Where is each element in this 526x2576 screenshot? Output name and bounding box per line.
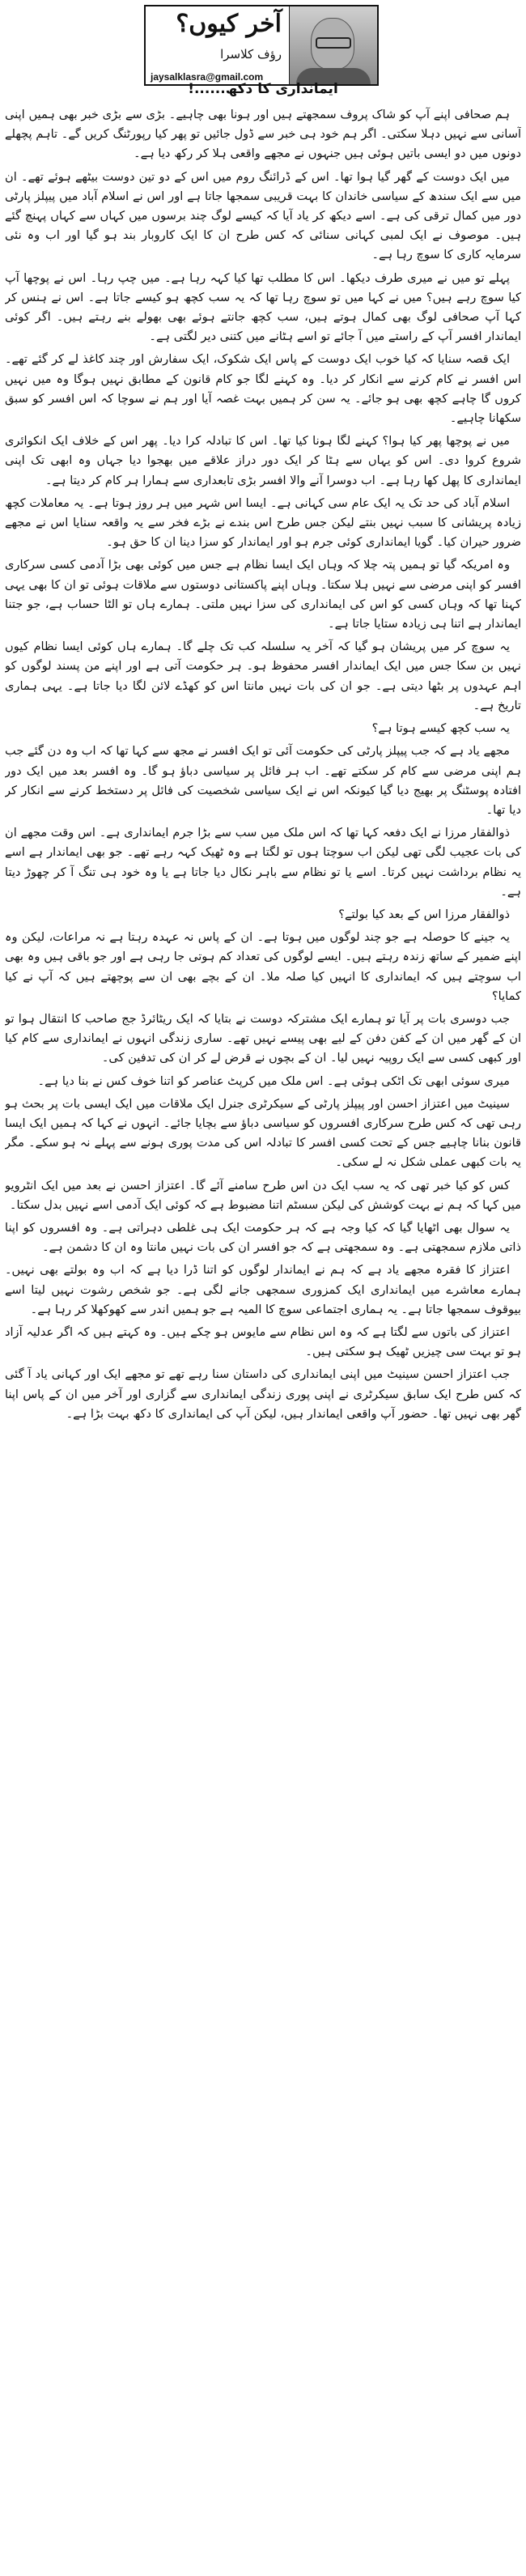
article-paragraph: ذوالفقار مرزا اس کے بعد کیا بولتے؟	[338, 907, 510, 921]
article-paragraph: مجھے یاد ہے کہ جب پیپلز پارٹی کی حکومت آئی تو ایک افسر نے مجھ سے کہا تھا کہ اب وہ دن گئے جب ہم اپنی مرضی سے کام کر سکتے تھے۔ اب ہر فائل پر سیاسی دباؤ ہو گا۔ وہ افسر بعد میں ایک دور افتادہ پوسٹنگ پر بھیج دیا گیا کیونکہ اس نے ایک سیاسی شخصیت کی فائل پر دستخط کرنے سے انکار کر دیا تھا۔	[5, 744, 521, 817]
article-paragraph: پہلے تو میں نے میری طرف دیکھا۔ اس کا مطلب تھا کیا کہہ رہا ہے۔ میں چپ رہا۔ اس نے پوچھا آپ کیا سوچ رہے ہیں؟ میں نے کہا میں تو سوچ رہا تھا کہ یہ سب کچھ ہو کیسے جاتا ہے۔ اس نے ہنس کر کہا آپ صحافی لوگ بھی کمال ہوتے ہیں، سب کچھ جانتے ہوئے بھی بھولے بنے رہتے ہیں۔ اگر کوئی ایماندار افسر آپ کے راستے میں آ جائے تو اسے ہٹانے میں کتنی دیر لگتی ہے۔	[5, 270, 521, 344]
author-photo	[289, 6, 377, 84]
article-paragraph: یہ جینے کا حوصلہ ہے جو چند لوگوں میں ہوتا ہے۔ ان کے پاس نہ عہدہ رہتا ہے نہ مراعات، لیکن وہ اپنے ضمیر کے ساتھ زندہ رہتے ہیں۔ ایسے لوگوں کی تعداد کم ہوتی جا رہی ہے اور جو باقی ہیں وہ بھی اب سوچتے ہیں کہ ایمانداری کا انہیں کیا صلہ ملا۔ ان کے بچے بھی ان سے پوچھتے ہیں کہ آپ نے کیا کمایا؟	[5, 930, 521, 1003]
article-paragraph: جب اعتزاز احسن سینیٹ میں اپنی ایمانداری کی داستان سنا رہے تھے تو مجھے ایک اور کہانی یاد آ گئی کہ کس طرح ایک سابق سیکرٹری نے اپنی پوری زندگی ایمانداری سے گزاری اور آخر میں ان کے پاس اپنا گھر بھی نہیں تھا۔ حضور آپ واقعی ایماندار ہیں، لیکن آپ کی ایمانداری کا دکھ بہت بڑا ہے۔	[5, 1367, 521, 1421]
article-paragraph: میری سوئی ابھی تک اٹکی ہوئی ہے۔ اس ملک میں کرپٹ عناصر کو اتنا خوف کس نے بنا دیا ہے۔	[37, 1073, 510, 1088]
article-paragraph: میں نے پوچھا پھر کیا ہوا؟ کہنے لگا ہونا کیا تھا۔ اس کا تبادلہ کرا دیا۔ پھر اس کے خلاف ایک انکوائری شروع کروا دی۔ اس کو یہاں سے ہٹا کر ایک دور دراز علاقے میں بھجوا دیا جہاں وہ ابھی تک اپنی ایمانداری کا پھل کھا رہا ہے۔ اب دوسرا آنے والا افسر بڑی تابعداری سے ہمارا ہر کام کر دیتا ہے۔	[5, 434, 521, 487]
article-paragraph: کس کو کیا خبر تھی کہ یہ سب ایک دن اس طرح سامنے آئے گا۔ اعتزاز احسن نے بعد میں ایک انٹرویو میں کہا کہ ہم نے بہت کوشش کی لیکن سسٹم اتنا مضبوط ہے کہ کوئی ایک آدمی اسے نہیں بدل سکتا۔	[5, 1178, 521, 1212]
article-paragraph: یہ سوچ کر میں پریشان ہو گیا کہ آخر یہ سلسلہ کب تک چلے گا۔ ہمارے ہاں کوئی ایسا نظام کیوں نہیں بن سکا جس میں ایک ایماندار افسر محفوظ ہو۔ ہر حکومت آتی ہے اور اپنے من پسند لوگوں کو اہم عہدوں پر بٹھا دیتی ہے۔ جو ان کی بات نہیں مانتا اس کو کھڈے لائن لگا دیا جاتا ہے۔ یہی ہماری تاریخ ہے۔	[5, 640, 521, 712]
article-body	[5, 105, 521, 2570]
article-paragraph: ذوالفقار مرزا نے ایک دفعہ کہا تھا کہ اس ملک میں سب سے بڑا جرم ایمانداری ہے۔ اس وقت مجھے ان کی بات عجیب لگی تھی لیکن اب سوچتا ہوں تو لگتا ہے وہ ٹھیک کہہ رہے تھے۔ جو بھی ایماندار ہے اسے یہ نظام برداشت نہیں کرتا۔ اسے یا تو نظام سے باہر نکال دیا جاتا ہے یا وہ خود ہی تنگ آ کر چھوڑ دیتا ہے۔	[5, 826, 521, 899]
article-paragraph: وہ امریکہ گیا تو ہمیں پتہ چلا کہ وہاں ایک ایسا نظام ہے جس میں کوئی بھی بڑا آدمی کسی سرکاری افسر کو اپنی مرضی سے نہیں ہلا سکتا۔ وہاں اپنے پاکستانی دوستوں سے ملاقات ہوئی تو ان کا بھی یہی کہنا تھا کہ وہاں کسی کو اس کی ایمانداری کی سزا نہیں ملتی۔ ہمارے ہاں تو الٹا حساب ہے، جو جتنا ایماندار ہے اتنا ہی زیادہ ستایا جاتا ہے۔	[5, 558, 521, 631]
article-paragraph: سینیٹ میں اعتزاز احسن اور پیپلز پارٹی کے سیکرٹری جنرل ایک ملاقات میں ایک ایسی بات پر بحث ہو رہی تھی کہ کس طرح سرکاری افسروں کو سیاسی دباؤ سے بچایا جائے۔ انہوں نے کہا کہ ہمیں ایک ایسا قانون بنانا چاہیے جس کے تحت کسی افسر کا تبادلہ اس کی مدت پوری ہونے سے پہلے نہ ہو سکے۔ مگر یہ بات کبھی عملی شکل نہ لے سکی۔	[5, 1096, 521, 1170]
author-name: رؤف کلاسرا	[220, 47, 282, 62]
article-paragraph: یہ سب کچھ کیسے ہوتا ہے؟	[371, 721, 510, 736]
author-glasses	[316, 37, 351, 49]
column-logo-box	[144, 5, 379, 86]
article-paragraph: ایک قصہ سنایا کہ کیا خوب ایک دوست کے پاس ایک شکوک، ایک سفارش اور چند کاغذ لے کر گئے تھے۔ اس افسر نے کام کرنے سے انکار کر دیا۔ وہ کہنے لگا جو کام قانون کے مطابق نہیں ہوگا وہ میں نہیں کروں گا چاہے کچھ بھی ہو جائے۔ یہ سن کر ہمیں بہت غصہ آیا اور ہم نے سوچا کہ اس افسر کو سبق سکھانا چاہیے۔	[5, 352, 521, 426]
article-paragraph: ہم صحافی اپنے آپ کو شاک پروف سمجھتے ہیں اور ہونا بھی چاہیے۔ بڑی سے بڑی خبر بھی ہمیں اپنی آسانی سے نہیں دہلا سکتی۔ اگر ہم خود ہی خبر سے ڈول جائیں تو پھر کیا رپورٹنگ کریں گے۔ تاہم پچھلے دونوں میں دو ایسی باتیں ہوئی ہیں جنہوں نے مجھے واقعی ہلا کر رکھ دیا ہے۔	[5, 108, 521, 161]
article-paragraph: جب دوسری بات پر آیا تو ہمارے ایک مشترکہ دوست نے بتایا کہ ایک ریٹائرڈ جج صاحب کا انتقال ہوا تو ان کے گھر میں ان کے کفن دفن کے لیے بھی پیسے نہیں تھے۔ ساری زندگی انہوں نے ایمانداری سے کام کیا اور کبھی کسی سے ایک روپیہ نہیں لیا۔ ان کے بچوں نے قرض لے کر ان کی تدفین کی۔	[5, 1011, 521, 1065]
article-paragraph: اسلام آباد کی حد تک یہ ایک عام سی کہانی ہے۔ ایسا اس شہر میں ہر روز ہوتا ہے۔ یہ معاملات کچھ زیادہ پریشانی کا سبب نہیں بنتے لیکن جس طرح اس بندے نے بڑے فخر سے یہ واقعہ سنایا اس نے مجھے ضرور حیران کیا۔ گویا ایمانداری کوئی جرم ہو اور ایماندار کو سزا دینا ان کا حق ہو۔	[5, 495, 521, 550]
article-paragraph: میں ایک دوست کے گھر گیا ہوا تھا۔ اس کے ڈرائنگ روم میں اس کے دو تین دوست بیٹھے ہوئے تھے۔ ان میں سے ایک سندھ کے سیاسی خاندان کا بہت قریبی سمجھا جاتا ہے اور اس نے اسلام آباد میں پیپلز پارٹی دور میں کمال ترقی کی ہے۔ اسے دیکھ کر یاد آیا کہ کیسے لوگ چند برسوں میں کہاں سے کہاں پہنچ گئے ہیں۔ موصوف نے ایک لمبی کہانی سنائی کہ کس طرح ان کا ایک کاروبار بند ہو گیا اور اب وہ نئی سرمایہ کاری کا سوچ رہا ہے۔	[5, 169, 521, 262]
author-email: jaysalklasra@gmail.com	[151, 71, 264, 83]
article-paragraph: یہ سوال بھی اٹھایا گیا کہ کیا وجہ ہے کہ ہر حکومت ایک ہی غلطی دہراتی ہے۔ وہ افسروں کو اپنا ذاتی ملازم سمجھتی ہے۔ وہ سمجھتی ہے کہ جو افسر ان کی بات نہیں مانتا وہ ان کا دشمن ہے۔	[5, 1220, 521, 1255]
article-headline: ایمانداری کا دکھ......!	[188, 81, 338, 97]
article-paragraph: اعتزاز کا فقرہ مجھے یاد ہے کہ ہم نے ایماندار لوگوں کو اتنا ڈرا دیا ہے کہ اب وہ بولتے بھی نہیں۔ ہمارے معاشرے میں ایمانداری ایک کمزوری سمجھی جانے لگی ہے۔ جو شخص رشوت نہیں لیتا اسے بیوقوف سمجھا جاتا ہے۔ یہ ہماری اجتماعی سوچ کا المیہ ہے جو ہمیں اندر سے کھوکھلا کر رہا ہے۔	[5, 1263, 521, 1316]
column-title: آخر کیوں؟	[176, 10, 282, 38]
article-paragraph: اعتزاز کی باتوں سے لگتا ہے کہ وہ اس نظام سے مایوس ہو چکے ہیں۔ وہ کہتے ہیں کہ اگر عدلیہ آزاد ہو تو بہت سی چیزیں ٹھیک ہو سکتی ہیں۔	[5, 1324, 521, 1359]
column-header	[0, 0, 526, 91]
